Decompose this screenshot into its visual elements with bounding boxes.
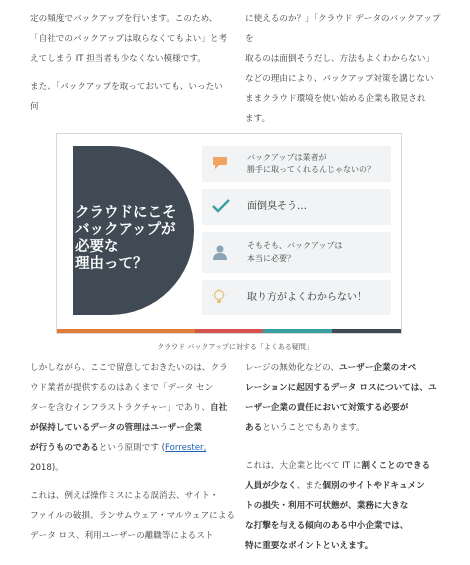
text-line: また、「バックアップを取っておいても、いったい何 xyxy=(30,82,223,112)
text-span: これは、大企業と比べて IT に xyxy=(245,461,362,471)
paragraph xyxy=(30,9,230,69)
text-span: レージの無効化などの、 xyxy=(245,363,340,373)
bold-text: な打撃を与える傾向のある中小企業では、 xyxy=(245,521,409,531)
text-line xyxy=(30,438,235,458)
card-text: 本当に必要？ xyxy=(247,254,295,263)
forrester-link[interactable]: Forrester, xyxy=(165,443,207,453)
bold-text: ーザー企業の責任において対策する必要が xyxy=(245,403,409,413)
text-line xyxy=(245,418,443,438)
bold-text: 自社 xyxy=(209,403,228,413)
paragraph xyxy=(30,486,235,546)
infographic xyxy=(56,133,402,334)
headline-line: 必要な xyxy=(75,239,119,255)
card-text: 面倒臭そう… xyxy=(247,201,307,212)
bold-text: レーションに起因するデータ ロスについては、ユ xyxy=(245,383,437,393)
headline-line: バックアップが xyxy=(75,222,176,238)
text-line xyxy=(245,476,443,496)
bold-text: 特に重要なポイントといえます。 xyxy=(245,541,374,551)
text-line xyxy=(30,418,235,438)
paragraph xyxy=(30,358,235,478)
text-line xyxy=(245,456,443,476)
question-card xyxy=(202,146,391,182)
text-line: ます。 xyxy=(245,114,271,124)
text-span: ということでもあります。 xyxy=(262,423,365,433)
checkmark-icon xyxy=(212,199,230,216)
text-line: ウド業者が提供するのはあくまで「データ セン xyxy=(30,383,214,393)
text-line: データ ロス、利用ユーザーの離職等によるスト xyxy=(30,531,214,541)
text-line xyxy=(245,496,443,516)
text-line xyxy=(245,398,443,418)
text-line: 定の頻度でバックアップを行います。このため、 xyxy=(30,14,218,24)
top-right-column xyxy=(245,9,443,137)
top-left-column xyxy=(30,9,230,125)
card-text: そもそも、バックアップは xyxy=(247,241,343,250)
text-line: ままクラウド環境を使い始める企業も散見され xyxy=(245,94,426,104)
text-line: に使えるのか？」「クラウド データのバックアップを xyxy=(245,14,441,44)
bold-text: 割くことのできる xyxy=(361,461,431,471)
text-line xyxy=(30,398,235,418)
card-text: 勝手に取ってくれるんじゃないの？ xyxy=(247,165,375,174)
speech-bubble-icon xyxy=(212,156,228,173)
paragraph xyxy=(245,358,443,438)
text-line: これは、例えば操作ミスによる誤消去、サイト・ xyxy=(30,491,219,501)
paragraph xyxy=(245,9,443,129)
person-icon xyxy=(212,244,228,263)
text-line: 取るのは面倒そうだし、方法もよくわからない」 xyxy=(245,54,435,64)
card-text: 取り方がよくわからない！ xyxy=(247,292,367,303)
text-line xyxy=(245,358,443,378)
bold-text: 個別のサイトやドキュメン xyxy=(322,481,425,491)
question-card xyxy=(202,232,391,273)
bold-text: が行うものである xyxy=(30,443,99,453)
text-line: えてしまう IT 担当者も少なくない模様です。 xyxy=(30,54,206,64)
bold-text: トの損失・利用不可状態が、業務に大きな xyxy=(245,501,409,511)
question-card xyxy=(202,189,391,225)
text-span: 、また xyxy=(296,481,323,491)
text-line: 「自社でのバックアップは取らなくてもよい」と考 xyxy=(30,34,228,44)
text-line: しかしながら、ここで留意しておきたいのは、クラ xyxy=(30,363,228,373)
bold-text: が保持しているデータの管理はユーザー企業 xyxy=(30,423,202,433)
text-span: ターを含むインフラストラクチャー」であり、 xyxy=(30,403,210,413)
bottom-left-column xyxy=(30,358,235,554)
headline-line: 理由って？ xyxy=(75,256,148,272)
text-line: ファイルの破損、ランサムウェア・マルウェアによる xyxy=(30,511,235,521)
question-card xyxy=(202,280,391,315)
headline-panel xyxy=(73,146,194,315)
text-line xyxy=(245,536,443,556)
bold-text: ユーザー企業のオペ xyxy=(339,363,417,373)
text-line: などの理由により、バックアップ対策を講じない xyxy=(245,74,434,84)
lightbulb-icon xyxy=(212,289,226,308)
text-line: 2018)。 xyxy=(30,463,64,473)
headline-line: クラウドにこそ xyxy=(75,205,177,221)
card-text: バックアップは業者が xyxy=(247,153,327,162)
text-line xyxy=(245,378,443,398)
paragraph xyxy=(30,77,230,117)
bold-text: ある xyxy=(245,423,263,433)
bottom-right-column xyxy=(245,358,443,564)
figure-caption: クラウド バックアップに対する「よくある疑問」 xyxy=(157,343,313,351)
color-stripe xyxy=(57,329,401,333)
text-line xyxy=(245,516,443,536)
bold-text: 人員が少なく xyxy=(245,481,297,491)
paragraph xyxy=(245,456,443,556)
headline xyxy=(75,205,193,273)
text-span: という原則です ( xyxy=(98,443,166,453)
